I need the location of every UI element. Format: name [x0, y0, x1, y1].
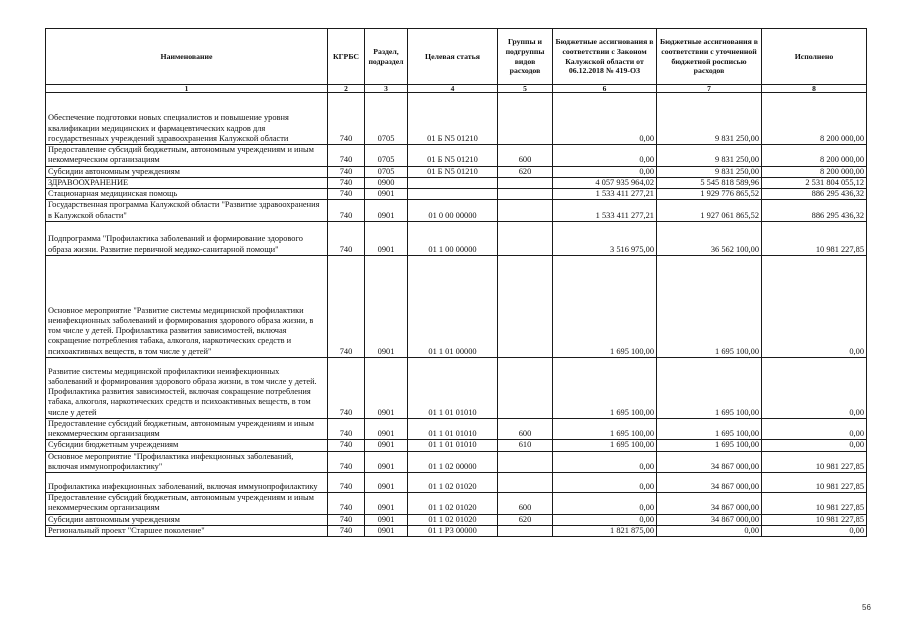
row-name: Субсидии автономным учреждениям	[46, 166, 328, 177]
row-refined: 1 929 776 865,52	[657, 189, 762, 200]
row-executed: 10 981 227,85	[762, 451, 867, 473]
table-row	[46, 440, 867, 451]
row-kgrbs: 740	[328, 145, 365, 167]
row-section: 0901	[365, 200, 408, 222]
table-row	[46, 255, 867, 357]
row-kgrbs: 740	[328, 357, 365, 418]
table-row	[46, 166, 867, 177]
table-row	[46, 145, 867, 167]
row-target: 01 1 01 00000	[408, 255, 498, 357]
row-kgrbs: 740	[328, 525, 365, 536]
row-group	[498, 177, 553, 188]
row-executed: 0,00	[762, 255, 867, 357]
row-name: Стационарная медицинская помощь	[46, 189, 328, 200]
row-executed: 0,00	[762, 418, 867, 440]
row-law: 4 057 935 964,02	[553, 177, 657, 188]
row-kgrbs: 740	[328, 177, 365, 188]
row-executed: 0,00	[762, 357, 867, 418]
row-group: 600	[498, 418, 553, 440]
row-target: 01 0 00 00000	[408, 200, 498, 222]
table-row	[46, 177, 867, 188]
row-law: 1 695 100,00	[553, 418, 657, 440]
row-law: 1 695 100,00	[553, 440, 657, 451]
row-refined: 1 695 100,00	[657, 418, 762, 440]
row-refined: 5 545 818 589,96	[657, 177, 762, 188]
row-kgrbs: 740	[328, 514, 365, 525]
row-law: 0,00	[553, 166, 657, 177]
row-law: 1 695 100,00	[553, 357, 657, 418]
table-row	[46, 189, 867, 200]
row-law: 0,00	[553, 514, 657, 525]
row-group	[498, 189, 553, 200]
row-law: 1 821 875,00	[553, 525, 657, 536]
row-target	[408, 189, 498, 200]
row-kgrbs: 740	[328, 493, 365, 515]
row-section: 0901	[365, 357, 408, 418]
row-target: 01 Б N5 01210	[408, 166, 498, 177]
row-refined: 1 695 100,00	[657, 440, 762, 451]
row-name: Региональный проект "Старшее поколение"	[46, 525, 328, 536]
row-refined: 34 867 000,00	[657, 451, 762, 473]
col-number: 5	[498, 85, 553, 93]
row-group	[498, 221, 553, 255]
col-number: 2	[328, 85, 365, 93]
row-group: 620	[498, 514, 553, 525]
row-kgrbs: 740	[328, 255, 365, 357]
row-group: 600	[498, 145, 553, 167]
table-row	[46, 473, 867, 493]
row-refined: 1 695 100,00	[657, 255, 762, 357]
row-name: ЗДРАВООХРАНЕНИЕ	[46, 177, 328, 188]
row-executed: 0,00	[762, 440, 867, 451]
header-section: Раздел, подраздел	[365, 29, 408, 85]
row-executed: 10 981 227,85	[762, 514, 867, 525]
row-name: Подпрограмма "Профилактика заболеваний и формирование здорового образа жизни. Развитие первичной медико-санитарной помощи"	[46, 221, 328, 255]
row-group: 600	[498, 493, 553, 515]
row-section: 0901	[365, 440, 408, 451]
row-section: 0901	[365, 493, 408, 515]
header-law: Бюджетные ассигнования в соответствии с Законом Калужской области от 06.12.2018 № 419-ОЗ	[553, 29, 657, 85]
col-number: 8	[762, 85, 867, 93]
row-executed: 0,00	[762, 525, 867, 536]
row-group: 620	[498, 166, 553, 177]
row-kgrbs: 740	[328, 200, 365, 222]
col-number: 6	[553, 85, 657, 93]
row-target: 01 1 00 00000	[408, 221, 498, 255]
header-row	[46, 29, 867, 85]
col-number: 4	[408, 85, 498, 93]
row-law: 0,00	[553, 493, 657, 515]
row-target: 01 1 P3 00000	[408, 525, 498, 536]
header-kgrbs: КГРБС	[328, 29, 365, 85]
table-row	[46, 451, 867, 473]
row-target: 01 1 02 01020	[408, 473, 498, 493]
row-law: 0,00	[553, 145, 657, 167]
header-name: Наименование	[46, 29, 328, 85]
row-law: 0,00	[553, 93, 657, 145]
row-section: 0705	[365, 93, 408, 145]
row-group	[498, 451, 553, 473]
row-refined: 1 927 061 865,52	[657, 200, 762, 222]
row-group	[498, 525, 553, 536]
table-row	[46, 493, 867, 515]
row-name: Основное мероприятие "Профилактика инфекционных заболеваний, включая иммунопрофилактику"	[46, 451, 328, 473]
header-groups: Группы и подгруппы видов расходов	[498, 29, 553, 85]
row-refined: 9 831 250,00	[657, 93, 762, 145]
row-executed: 2 531 804 055,12	[762, 177, 867, 188]
row-executed: 8 200 000,00	[762, 166, 867, 177]
row-section: 0901	[365, 189, 408, 200]
row-name: Субсидии бюджетным учреждениям	[46, 440, 328, 451]
row-section: 0705	[365, 166, 408, 177]
row-law: 3 516 975,00	[553, 221, 657, 255]
row-name: Основное мероприятие "Развитие системы медицинской профилактики неинфекционных заболеваний и формирования здорового образа жизни, в том числе у детей. Профилактика развития зависимостей, включая сокращение потребления табака, алкоголя, наркотических средств и психоактивных веществ, в том числе у детей"	[46, 255, 328, 357]
row-law: 0,00	[553, 473, 657, 493]
row-refined: 9 831 250,00	[657, 145, 762, 167]
row-kgrbs: 740	[328, 473, 365, 493]
row-target: 01 1 02 01020	[408, 514, 498, 525]
row-name: Предоставление субсидий бюджетным, автономным учреждениям и иным некоммерческим организациям	[46, 145, 328, 167]
header-executed: Исполнено	[762, 29, 867, 85]
row-name: Государственная программа Калужской области "Развитие здравоохранения в Калужской области"	[46, 200, 328, 222]
row-section: 0901	[365, 473, 408, 493]
col-number: 3	[365, 85, 408, 93]
row-law: 1 695 100,00	[553, 255, 657, 357]
table-row	[46, 525, 867, 536]
row-section: 0901	[365, 451, 408, 473]
row-target	[408, 177, 498, 188]
header-refined: Бюджетные ассигнования в соответствии с уточненной бюджетной росписью расходов	[657, 29, 762, 85]
row-group	[498, 473, 553, 493]
row-kgrbs: 740	[328, 221, 365, 255]
row-section: 0901	[365, 525, 408, 536]
page-number: 56	[862, 603, 871, 612]
row-name: Субсидии автономным учреждениям	[46, 514, 328, 525]
row-section: 0705	[365, 145, 408, 167]
row-executed: 886 295 436,32	[762, 200, 867, 222]
row-law: 1 533 411 277,21	[553, 189, 657, 200]
row-kgrbs: 740	[328, 418, 365, 440]
row-kgrbs: 740	[328, 440, 365, 451]
row-executed: 886 295 436,32	[762, 189, 867, 200]
row-target: 01 Б N5 01210	[408, 145, 498, 167]
row-target: 01 1 02 01020	[408, 493, 498, 515]
row-section: 0900	[365, 177, 408, 188]
header-target: Целевая статья	[408, 29, 498, 85]
row-kgrbs: 740	[328, 451, 365, 473]
col-number: 7	[657, 85, 762, 93]
budget-table	[45, 28, 867, 537]
table-row	[46, 418, 867, 440]
table-row	[46, 221, 867, 255]
row-group	[498, 93, 553, 145]
row-name: Развитие системы медицинской профилактики неинфекционных заболеваний и формирования здорового образа жизни, в том числе у детей. Профилактика развития зависимостей, включая сокращение потребления табака, алкоголя, наркотических средств и психоактивных веществ, в том числе у детей	[46, 357, 328, 418]
table-body	[46, 93, 867, 537]
row-section: 0901	[365, 255, 408, 357]
table-row	[46, 357, 867, 418]
row-name: Обеспечение подготовки новых специалистов и повышение уровня квалификации медицинских и фармацевтических кадров для государственных учреждений здравоохранения Калужской области	[46, 93, 328, 145]
row-section: 0901	[365, 418, 408, 440]
row-group	[498, 200, 553, 222]
row-refined: 34 867 000,00	[657, 473, 762, 493]
row-refined: 1 695 100,00	[657, 357, 762, 418]
row-kgrbs: 740	[328, 166, 365, 177]
row-refined: 36 562 100,00	[657, 221, 762, 255]
table-row	[46, 200, 867, 222]
row-section: 0901	[365, 221, 408, 255]
row-target: 01 1 02 00000	[408, 451, 498, 473]
row-refined: 34 867 000,00	[657, 493, 762, 515]
row-kgrbs: 740	[328, 189, 365, 200]
table-row	[46, 93, 867, 145]
row-group	[498, 357, 553, 418]
row-executed: 8 200 000,00	[762, 145, 867, 167]
row-kgrbs: 740	[328, 93, 365, 145]
row-section: 0901	[365, 514, 408, 525]
row-executed: 10 981 227,85	[762, 473, 867, 493]
row-target: 01 Б N5 01210	[408, 93, 498, 145]
row-law: 1 533 411 277,21	[553, 200, 657, 222]
row-executed: 8 200 000,00	[762, 93, 867, 145]
row-name: Профилактика инфекционных заболеваний, включая иммунопрофилактику	[46, 473, 328, 493]
row-refined: 9 831 250,00	[657, 166, 762, 177]
row-group: 610	[498, 440, 553, 451]
row-name: Предоставление субсидий бюджетным, автономным учреждениям и иным некоммерческим организациям	[46, 493, 328, 515]
row-target: 01 1 01 01010	[408, 357, 498, 418]
row-refined: 34 867 000,00	[657, 514, 762, 525]
row-group	[498, 255, 553, 357]
row-executed: 10 981 227,85	[762, 221, 867, 255]
row-name: Предоставление субсидий бюджетным, автономным учреждениям и иным некоммерческим организациям	[46, 418, 328, 440]
table-row	[46, 514, 867, 525]
row-law: 0,00	[553, 451, 657, 473]
column-number-row	[46, 85, 867, 93]
row-target: 01 1 01 01010	[408, 440, 498, 451]
row-target: 01 1 01 01010	[408, 418, 498, 440]
row-executed: 10 981 227,85	[762, 493, 867, 515]
row-refined: 0,00	[657, 525, 762, 536]
col-number: 1	[46, 85, 328, 93]
